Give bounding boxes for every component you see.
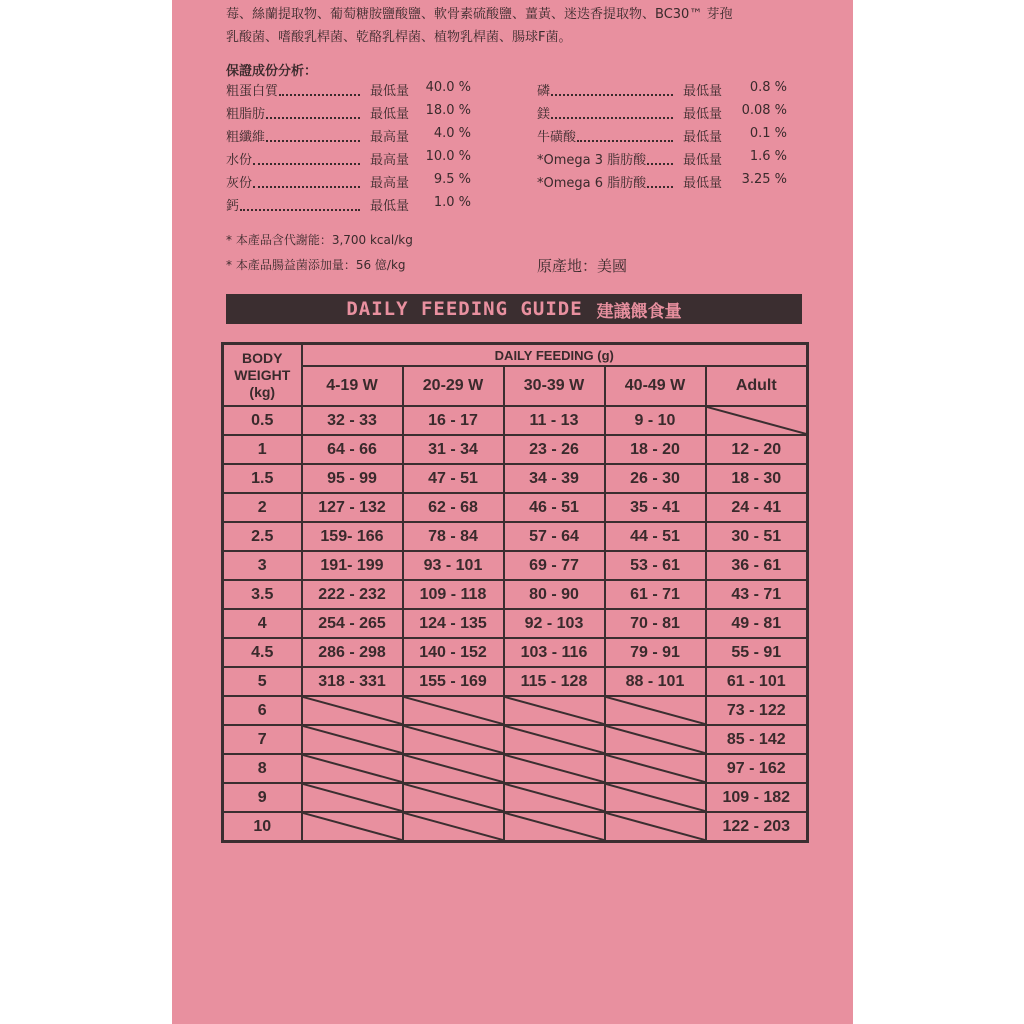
feeding-amount-cell: 43 - 71 (706, 580, 808, 609)
nutrient-name: 粗蛋白質 (226, 84, 279, 99)
nutrient-level: 最高量 (370, 153, 410, 168)
feeding-guide-banner (226, 294, 802, 324)
not-applicable-cell (605, 696, 706, 725)
nutrient-level: 最低量 (370, 84, 410, 99)
weight-cell: 0.5 (223, 406, 302, 435)
leader-dots (253, 163, 360, 165)
not-applicable-cell (302, 754, 403, 783)
feeding-amount-cell: 18 - 30 (706, 464, 808, 493)
nutrient-level: 最低量 (683, 130, 723, 145)
feeding-amount-cell: 122 - 203 (706, 812, 808, 842)
nutrient-value: 0.08 % (741, 103, 787, 118)
feeding-amount-cell: 9 - 10 (605, 406, 706, 435)
feeding-amount-cell: 127 - 132 (302, 493, 403, 522)
feeding-amount-cell: 64 - 66 (302, 435, 403, 464)
table-row (223, 812, 808, 842)
feeding-table (221, 342, 809, 843)
leader-dots (279, 94, 360, 96)
analysis-row (537, 126, 787, 149)
analysis-row (226, 195, 471, 218)
weight-cell: 2.5 (223, 522, 302, 551)
feeding-amount-cell: 78 - 84 (403, 522, 504, 551)
table-row (223, 580, 808, 609)
feeding-amount-cell: 12 - 20 (706, 435, 808, 464)
analysis-row (537, 172, 787, 195)
diagonal-slash-icon (606, 726, 705, 753)
nutrient-level: 最低量 (370, 199, 410, 214)
not-applicable-cell (302, 783, 403, 812)
weight-cell: 3 (223, 551, 302, 580)
not-applicable-cell (605, 754, 706, 783)
diagonal-slash-icon (303, 697, 402, 724)
ingredients-text (226, 3, 826, 49)
analysis-row (226, 172, 471, 195)
weight-cell: 4.5 (223, 638, 302, 667)
nutrient-level: 最低量 (370, 107, 410, 122)
column-header: Adult (706, 366, 808, 406)
daily-feeding-header: DAILY FEEDING (g) (302, 344, 808, 367)
diagonal-slash-icon (707, 407, 807, 434)
nutrient-value: 40.0 % (425, 80, 471, 95)
analysis-row (537, 80, 787, 103)
feeding-amount-cell: 93 - 101 (403, 551, 504, 580)
nutrient-value: 10.0 % (425, 149, 471, 164)
diagonal-slash-icon (505, 784, 604, 811)
nutrient-name: 灰份 (226, 176, 253, 191)
nutrient-level: 最低量 (683, 176, 723, 191)
feeding-amount-cell: 61 - 71 (605, 580, 706, 609)
nutrient-name: 粗纖維 (226, 130, 266, 145)
weight-cell: 6 (223, 696, 302, 725)
feeding-amount-cell: 79 - 91 (605, 638, 706, 667)
feeding-amount-cell: 97 - 162 (706, 754, 808, 783)
table-row (223, 725, 808, 754)
not-applicable-cell (605, 812, 706, 842)
diagonal-slash-icon (606, 784, 705, 811)
feeding-amount-cell: 11 - 13 (504, 406, 605, 435)
feeding-amount-cell: 47 - 51 (403, 464, 504, 493)
table-row (223, 464, 808, 493)
feeding-amount-cell: 70 - 81 (605, 609, 706, 638)
weight-cell: 2 (223, 493, 302, 522)
banner-title-zh: 建議餵食量 (596, 301, 682, 322)
body-weight-header-line-2: WEIGHT (234, 366, 291, 383)
weight-cell: 10 (223, 812, 302, 842)
nutrient-value: 18.0 % (425, 103, 471, 118)
feeding-amount-cell: 69 - 77 (504, 551, 605, 580)
feeding-amount-cell: 49 - 81 (706, 609, 808, 638)
leader-dots (647, 186, 673, 188)
feeding-amount-cell: 222 - 232 (302, 580, 403, 609)
diagonal-slash-icon (404, 726, 503, 753)
diagonal-slash-icon (606, 813, 705, 840)
feeding-amount-cell: 92 - 103 (504, 609, 605, 638)
nutrient-value: 3.25 % (741, 172, 787, 187)
diagonal-slash-icon (505, 726, 604, 753)
feeding-table-body (223, 406, 808, 842)
analysis-title: 保證成份分析： (226, 64, 318, 79)
nutrient-name: 鎂 (537, 107, 551, 122)
leader-dots (577, 140, 673, 142)
nutrient-name: *Omega 6 脂肪酸 (537, 176, 647, 191)
diagonal-slash-icon (404, 784, 503, 811)
diagonal-slash-icon (404, 813, 503, 840)
origin-label: 原產地：美國 (537, 257, 628, 275)
feeding-amount-cell: 318 - 331 (302, 667, 403, 696)
leader-dots (240, 209, 360, 211)
diagonal-slash-icon (606, 755, 705, 782)
feeding-amount-cell: 24 - 41 (706, 493, 808, 522)
feeding-amount-cell: 103 - 116 (504, 638, 605, 667)
weight-cell: 3.5 (223, 580, 302, 609)
feeding-amount-cell: 140 - 152 (403, 638, 504, 667)
leader-dots (551, 117, 673, 119)
analysis-row (226, 149, 471, 172)
not-applicable-cell (302, 812, 403, 842)
diagonal-slash-icon (505, 813, 604, 840)
diagonal-slash-icon (606, 697, 705, 724)
column-header: 4-19 W (302, 366, 403, 406)
not-applicable-cell (504, 696, 605, 725)
nutrient-level: 最低量 (683, 153, 723, 168)
nutrient-name: 牛磺酸 (537, 130, 577, 145)
feeding-amount-cell: 61 - 101 (706, 667, 808, 696)
feeding-amount-cell: 26 - 30 (605, 464, 706, 493)
feeding-amount-cell: 109 - 182 (706, 783, 808, 812)
nutrient-value: 9.5 % (433, 172, 471, 187)
feeding-amount-cell: 115 - 128 (504, 667, 605, 696)
nutrient-name: 鈣 (226, 199, 240, 214)
table-row (223, 667, 808, 696)
diagonal-slash-icon (505, 755, 604, 782)
feeding-amount-cell: 55 - 91 (706, 638, 808, 667)
nutrient-name: 磷 (537, 84, 551, 99)
not-applicable-cell (403, 783, 504, 812)
table-row (223, 783, 808, 812)
probiotic-note: * 本產品腸益菌添加量：56 億/kg (226, 258, 406, 272)
table-row (223, 696, 808, 725)
feeding-amount-cell: 95 - 99 (302, 464, 403, 493)
body-weight-header-line-1: BODY (242, 349, 283, 366)
feeding-amount-cell: 80 - 90 (504, 580, 605, 609)
leader-dots (266, 117, 360, 119)
weight-cell: 1 (223, 435, 302, 464)
nutrient-value: 1.0 % (433, 195, 471, 210)
not-applicable-cell (504, 783, 605, 812)
analysis-row (226, 103, 471, 126)
not-applicable-cell (504, 754, 605, 783)
table-row (223, 493, 808, 522)
leader-dots (266, 140, 360, 142)
not-applicable-cell (605, 783, 706, 812)
weight-cell: 7 (223, 725, 302, 754)
column-header: 40-49 W (605, 366, 706, 406)
feeding-amount-cell: 31 - 34 (403, 435, 504, 464)
leader-dots (551, 94, 673, 96)
feeding-amount-cell: 73 - 122 (706, 696, 808, 725)
nutrient-value: 4.0 % (433, 126, 471, 141)
diagonal-slash-icon (404, 697, 503, 724)
feeding-amount-cell: 109 - 118 (403, 580, 504, 609)
banner-title-en: DAILY FEEDING GUIDE (346, 298, 583, 320)
feeding-amount-cell: 53 - 61 (605, 551, 706, 580)
weight-cell: 8 (223, 754, 302, 783)
nutrient-level: 最低量 (683, 84, 723, 99)
not-applicable-cell (403, 812, 504, 842)
feeding-amount-cell: 36 - 61 (706, 551, 808, 580)
nutrient-value: 0.1 % (749, 126, 787, 141)
weight-cell: 9 (223, 783, 302, 812)
nutrient-name: 水份 (226, 153, 253, 168)
feeding-amount-cell: 35 - 41 (605, 493, 706, 522)
nutrient-level: 最高量 (370, 130, 410, 145)
not-applicable-cell (706, 406, 808, 435)
feeding-amount-cell: 23 - 26 (504, 435, 605, 464)
not-applicable-cell (302, 696, 403, 725)
table-row (223, 609, 808, 638)
column-header: 30-39 W (504, 366, 605, 406)
nutrient-value: 0.8 % (749, 80, 787, 95)
diagonal-slash-icon (303, 755, 402, 782)
not-applicable-cell (504, 725, 605, 754)
table-row (223, 638, 808, 667)
feeding-amount-cell: 44 - 51 (605, 522, 706, 551)
feeding-amount-cell: 16 - 17 (403, 406, 504, 435)
analysis-row (537, 103, 787, 126)
weight-cell: 1.5 (223, 464, 302, 493)
ingredients-line-1: 莓、絲蘭提取物、葡萄糖胺鹽酸鹽、軟骨素硫酸鹽、薑黃、迷迭香提取物、BC30™ 芽孢 (226, 7, 733, 22)
diagonal-slash-icon (303, 784, 402, 811)
leader-dots (647, 163, 673, 165)
table-row (223, 754, 808, 783)
not-applicable-cell (302, 725, 403, 754)
not-applicable-cell (403, 696, 504, 725)
body-weight-header (223, 344, 302, 407)
not-applicable-cell (403, 725, 504, 754)
weight-cell: 4 (223, 609, 302, 638)
diagonal-slash-icon (505, 697, 604, 724)
feeding-amount-cell: 85 - 142 (706, 725, 808, 754)
energy-note: * 本產品含代謝能：3,700 kcal/kg (226, 233, 413, 247)
nutrient-level: 最高量 (370, 176, 410, 191)
feeding-amount-cell: 124 - 135 (403, 609, 504, 638)
feeding-amount-cell: 254 - 265 (302, 609, 403, 638)
diagonal-slash-icon (404, 755, 503, 782)
nutrient-level: 最低量 (683, 107, 723, 122)
table-row (223, 551, 808, 580)
feeding-amount-cell: 62 - 68 (403, 493, 504, 522)
feeding-amount-cell: 191- 199 (302, 551, 403, 580)
body-weight-header-line-3: (kg) (249, 383, 276, 400)
feeding-amount-cell: 46 - 51 (504, 493, 605, 522)
feeding-amount-cell: 34 - 39 (504, 464, 605, 493)
feeding-amount-cell: 88 - 101 (605, 667, 706, 696)
column-header: 20-29 W (403, 366, 504, 406)
ingredients-line-2: 乳酸菌、嗜酸乳桿菌、乾酪乳桿菌、植物乳桿菌、腸球F菌。 (226, 30, 572, 45)
age-column-headers (223, 366, 808, 406)
analysis-row (226, 126, 471, 149)
feeding-amount-cell: 32 - 33 (302, 406, 403, 435)
nutrient-name: 粗脂肪 (226, 107, 266, 122)
feeding-amount-cell: 18 - 20 (605, 435, 706, 464)
not-applicable-cell (504, 812, 605, 842)
nutrient-name: *Omega 3 脂肪酸 (537, 153, 647, 168)
table-row (223, 522, 808, 551)
diagonal-slash-icon (303, 813, 402, 840)
feeding-amount-cell: 57 - 64 (504, 522, 605, 551)
leader-dots (253, 186, 360, 188)
analysis-row (226, 80, 471, 103)
weight-cell: 5 (223, 667, 302, 696)
analysis-row (537, 149, 787, 172)
diagonal-slash-icon (303, 726, 402, 753)
not-applicable-cell (605, 725, 706, 754)
feeding-amount-cell: 155 - 169 (403, 667, 504, 696)
feeding-amount-cell: 159- 166 (302, 522, 403, 551)
feeding-amount-cell: 286 - 298 (302, 638, 403, 667)
table-row (223, 406, 808, 435)
feeding-amount-cell: 30 - 51 (706, 522, 808, 551)
nutrient-value: 1.6 % (749, 149, 787, 164)
not-applicable-cell (403, 754, 504, 783)
table-row (223, 435, 808, 464)
